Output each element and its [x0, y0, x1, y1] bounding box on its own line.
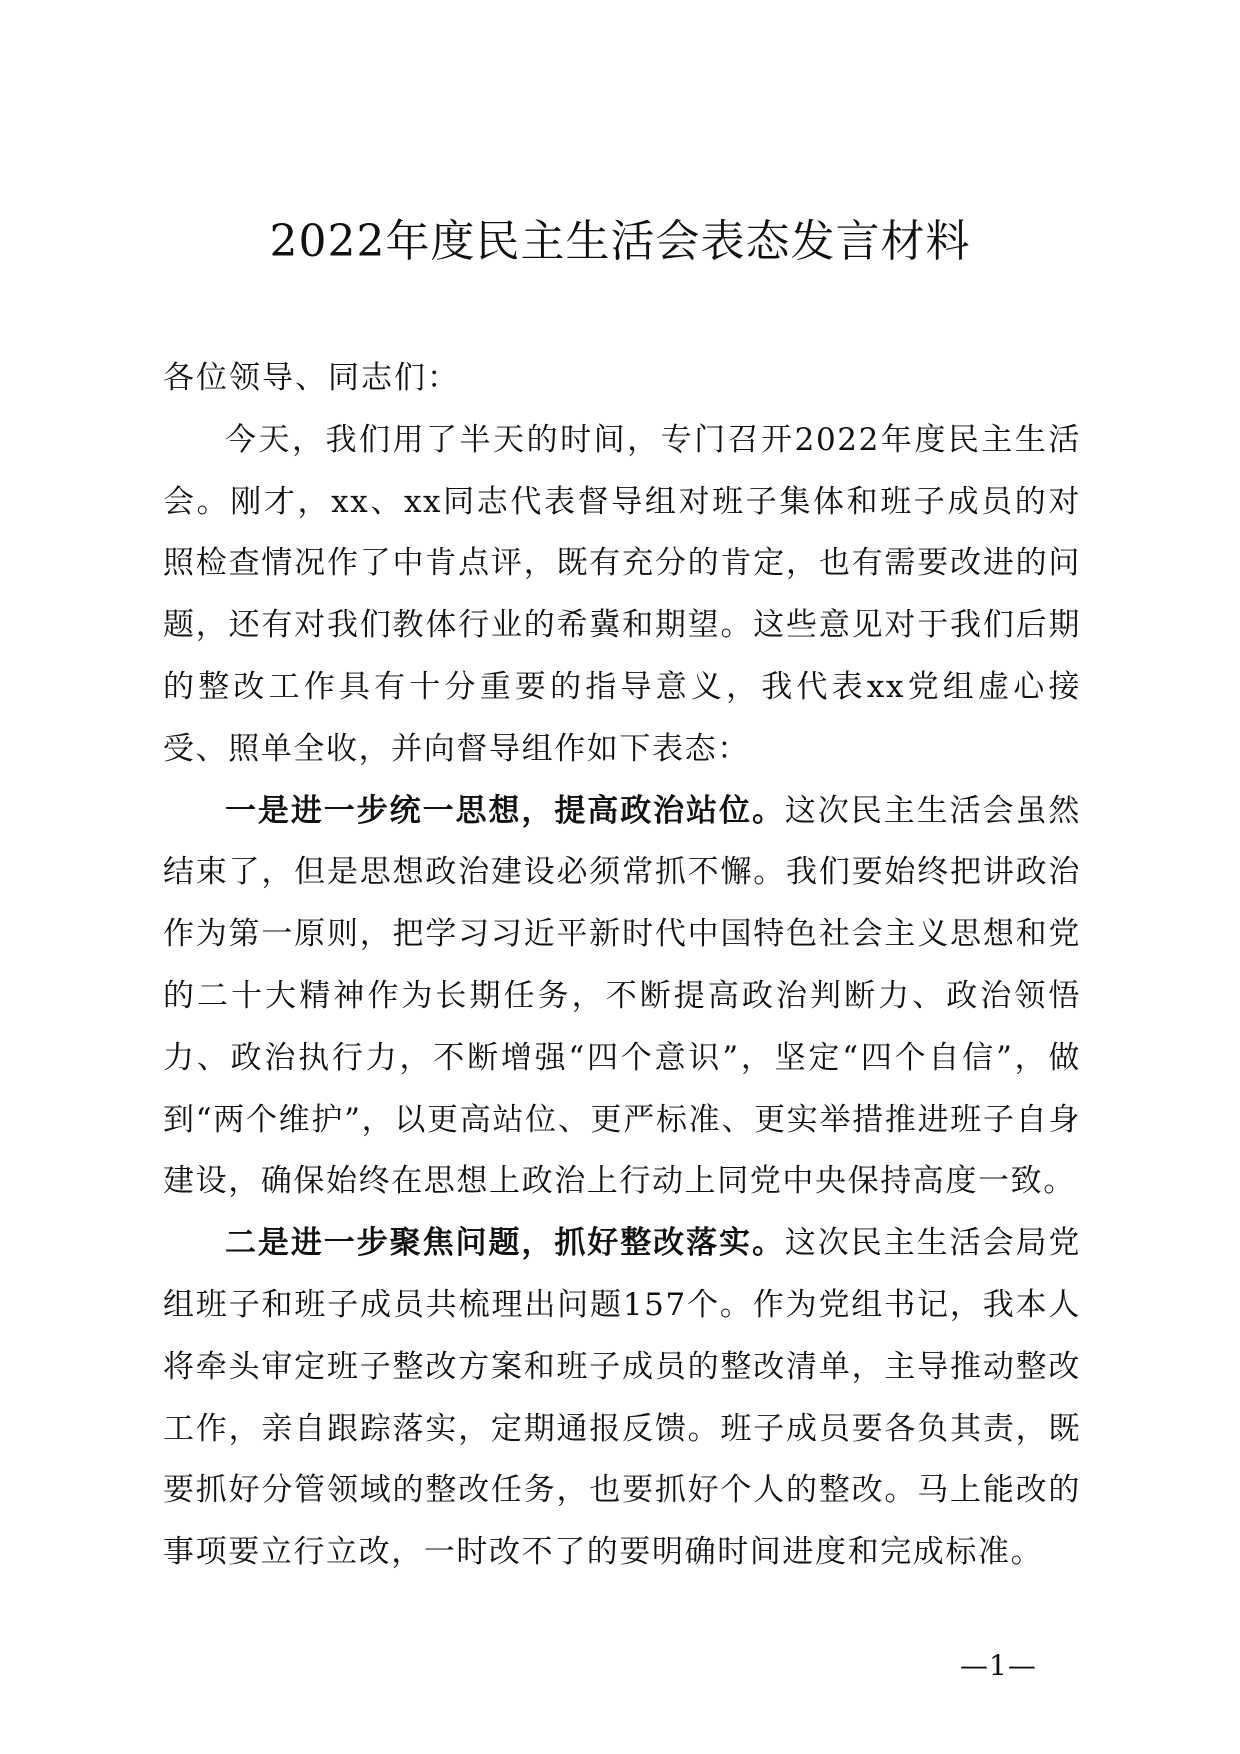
paragraph-point-one	[163, 781, 1081, 1214]
page-number: —1—	[960, 1649, 1037, 1682]
document-body	[163, 348, 1081, 1584]
paragraph-text: 这次民主生活会虽然结束了，但是思想政治建设必须常抓不懈。我们要始终把讲政治作为第一原则，把学习习近平新时代中国特色社会主义思想和党的二十大精神作为长期任务，不断提高政治判断力、政治领悟力、政治执行力，不断增强“四个意识”，坚定“四个自信”，做到“两个维护”，以更高站位、更严标准、更实举措推进班子自身建设，确保始终在思想上政治上行动上同党中央保持高度一致。	[163, 792, 1081, 1200]
paragraph-lead-heading: 二是进一步聚焦问题，抓好整改落实。	[225, 1225, 785, 1262]
paragraph-point-two	[163, 1213, 1081, 1584]
paragraph-intro	[163, 410, 1081, 781]
document-title: 2022年度民主生活会表态发言材料	[269, 216, 971, 267]
paragraph-text: 这次民主生活会局党组班子和班子成员共梳理出问题157个。作为党组书记，我本人将牵头审定班子整改方案和班子成员的整改清单，主导推动整改工作，亲自跟踪落实，定期通报反馈。班子成员要各负其责，既要抓好分管领域的整改任务，也要抓好个人的整改。马上能改的事项要立行立改，一时改不了的要明确时间进度和完成标准。	[163, 1225, 1081, 1571]
paragraph-lead-heading: 一是进一步统一思想，提高政治站位。	[225, 792, 785, 829]
paragraph-text: 今天，我们用了半天的时间，专门召开2022年度民主生活会。刚才，xx、xx同志代表督导组对班子集体和班子成员的对照检查情况作了中肯点评，既有充分的肯定，也有需要改进的问题，还有对我们教体行业的希冀和期望。这些意见对于我们后期的整改工作具有十分重要的指导意义，我代表xx党组虚心接受、照单全收，并向督导组作如下表态：	[163, 421, 1081, 767]
salutation: 各位领导、同志们：	[163, 360, 460, 396]
